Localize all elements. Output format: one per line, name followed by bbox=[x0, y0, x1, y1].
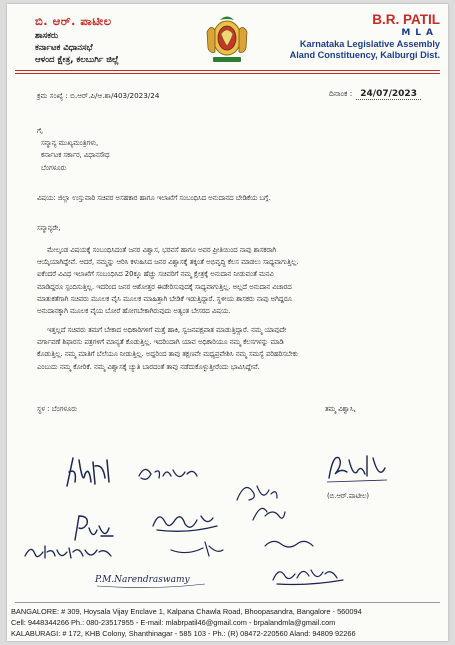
date-row bbox=[329, 89, 421, 99]
co-signature bbox=[167, 536, 227, 562]
co-signature bbox=[61, 452, 117, 494]
footer-bangalore-address: BANGALORE: # 309, Hoysala Vijay Enclave 1, Kalpana Chawla Road, Bhoopasandra, Bangalore - 560094 bbox=[11, 607, 362, 616]
kannada-role: ಶಾಸಕರು bbox=[35, 31, 59, 41]
header-rule-thin bbox=[15, 73, 440, 74]
kannada-constituency: ಆಳಂದ ಕ್ಷೇತ್ರ, ಕಲಬುರ್ಗಿ ಜಿಲ್ಲೆ bbox=[35, 55, 119, 65]
co-signature bbox=[21, 540, 117, 564]
footer-rule bbox=[15, 602, 440, 603]
reference-number: ಕ್ರಮ ಸಂಖ್ಯೆ : ಬಿ.ಆರ್.ಪಿ/ಆ.ಶಾ/403/2023/24 bbox=[37, 91, 160, 100]
salutation: ಸನ್ಮಾನ್ಯರೇ, bbox=[37, 224, 61, 232]
co-signature bbox=[135, 458, 201, 488]
yours-faithfully: ತಮ್ಮ ವಿಶ್ವಾಸಿ, bbox=[325, 405, 356, 413]
letterhead-english bbox=[250, 12, 440, 60]
body-line: ಎಂಬುದು ನಮ್ಮ ಕೋರಿಕೆ. ನಮ್ಮ ವಿಶ್ವಾಸಕ್ಕೆ ಚ್ಯುತಿ ಬಾರದಂತೆ ತಾವು ನಡೆದುಕೊಳ್ಳುತ್ತೀರೆಂದು ಭಾವಿಸಿದ್ದೇವೆ. bbox=[37, 362, 260, 371]
date-label: ದಿನಾಂಕ : bbox=[329, 89, 353, 98]
letter-page bbox=[7, 4, 448, 641]
address-line1: ಸನ್ಮಾನ್ಯ ಮುಖ್ಯಮಂತ್ರಿಗಳು, bbox=[41, 139, 99, 148]
address-line2: ಕರ್ನಾಟಕ ಸರ್ಕಾರ, ವಿಧಾನಸೌಧ bbox=[41, 151, 110, 160]
address-to: ಗೆ, bbox=[37, 127, 44, 135]
main-signature bbox=[323, 446, 393, 486]
header-rule bbox=[15, 70, 440, 71]
english-name: B.R. PATIL bbox=[372, 12, 440, 27]
body-line: ಆಯ್ಕೆಯಾಗಿದ್ದೇವೆ. ಆದರೆ, ನಮ್ಮನ್ನು ಆರಿಸಿ ಕಳುಹಿಸಿದ ಜನರ ವಿಶ್ವಾಸಕ್ಕೆ ತಕ್ಕಂತೆ ಅಭಿವೃದ್ಧಿ ಕೆಲಸ ಮಾಡಲು ಸಾಧ್ಯವಾಗುತ್ತಿಲ್ಲ. bbox=[37, 258, 299, 267]
address-line3: ಬೆಂಗಳೂರು bbox=[41, 163, 67, 172]
kannada-name: ಬಿ. ಆರ್. ಪಾಟೀಲ bbox=[35, 14, 112, 28]
date-value: 24/07/2023 bbox=[356, 89, 421, 100]
recipient-address bbox=[37, 125, 109, 174]
co-signature bbox=[261, 534, 321, 560]
body-line: ಇತ್ತಲ್ಲದೆ ಸಚಿವರು ತಮಗೆ ಬೇಕಾದ ಅಧಿಕಾರಿಗಳಿಗೆ ಮತ್ತೆ ಹಾಕಿ, ಸ್ವಜನಪಕ್ಷಪಾತ ಮಾಡುತ್ತಿದ್ದಾರೆ. ನಮ್ಮ ಯಾವುದೇ bbox=[47, 326, 287, 334]
body-paragraph-1 bbox=[37, 244, 423, 317]
co-signature bbox=[269, 560, 349, 588]
narendraswamy-signature-text: P.M.Narendraswamy bbox=[95, 575, 190, 585]
body-paragraph-2 bbox=[37, 324, 423, 373]
co-signature bbox=[247, 498, 291, 528]
place-label: ಸ್ಥಳ : ಬೆಂಗಳೂರು bbox=[37, 405, 77, 413]
english-assembly: Karnataka Legislative Assembly bbox=[299, 39, 440, 49]
body-line: ಅನುದಾನಕ್ಕಾಗಿ ಮೂಲಕ ವೈಯ ಬೋರೆ ಹೋಗಬೇಕಾಗಿರುವುದು ಅತ್ಯಂತ ಬೇಸರದ ವಿಷಯ. bbox=[37, 307, 231, 316]
signatory-name: (ಬಿ.ಆರ್.ಪಾಟೀಲ) bbox=[327, 492, 370, 500]
kannada-assembly: ಕರ್ನಾಟಕ ವಿಧಾನಸಭೆ bbox=[35, 43, 93, 53]
body-line: ಮೇಲ್ಕಂಡ ವಿಷಯಕ್ಕೆ ಸಂಬಂಧಿಸಿದಂತೆ ಜನರ ವಿಶ್ವಾಸ, ಭರವಸೆ ಹಾಗೂ ಅವರ ಪ್ರೀತಿಯಿಂದ ನಾವು ಶಾಸಕರಾಗಿ bbox=[47, 246, 277, 254]
co-signature bbox=[147, 506, 223, 536]
body-line: ಕೊಡುತ್ತಿಲ್ಲ. ನಮ್ಮ ಮಾತಿಗೆ ಬೆಲೆಯೂ ನೀಡುತ್ತಿಲ್ಲ. ಅದ್ದರಿಂದ ತಾವು ತಕ್ಷಣವೇ ಮಧ್ಯಪ್ರವೇಶಿಸಿ ನಮ್ಮ ಸಮಸ್ಯೆ ಪರಿಹರಿಸಬೇಕು bbox=[37, 350, 298, 359]
body-line: ಮಾಡಿದ್ದರೂ ಸ್ಪಂದಿಸುತ್ತಿಲ್ಲ. ಇದರಿಂದ ಜನರ ಆಶೋತ್ತರ ಈಡೇರಿಸುವುದಕ್ಕೆ ಸಾಧ್ಯವಾಗುತ್ತಿಲ್ಲ. ಅಲ್ಲದೆ ಅನುದಾನ ವಿಚಾರದ bbox=[37, 282, 292, 291]
karnataka-emblem-icon bbox=[203, 12, 251, 66]
footer-contact: Cell: 9448344266 Ph.: 080-23517955 - E-mail: mlabrpatil46@gmail.com - brpalandmla@gmail.com bbox=[11, 618, 336, 627]
footer-kalaburagi-address: KALABURAGI: # 172, KHB Colony, Shanthinagar - 585 103 - Ph.: (R) 08472-220560 Aland: 94809 92266 bbox=[11, 629, 356, 638]
english-constituency: Aland Constituency, Kalburgi Dist. bbox=[289, 50, 440, 60]
body-line: ವರ್ಗಾವಣೆ ಶಿಫಾರಸು ಪತ್ರಗಳಿಗೆ ಮಾನ್ಯತೆ ಕೊಡುತ್ತಿಲ್ಲ. ಇದರಿಂದಾಗಿ ಯಾವ ಅಧಿಕಾರಿಯೂ ನಮ್ಮ ಕೆಲಸಗಳನ್ನು ಮಾಡಿ bbox=[37, 338, 284, 347]
body-line: ಮಾತುಕತೆಗಾಗಿ ಸಚಿವರು ಮೂಲಕ ವೈಸಿ ಮೂಲಕ ಮಾಹಿತ್ತಾಗಿ ಬೇಡಿಕೆ ಇಡುತ್ತಿದ್ದಾರೆ. ಸ್ಥಳೀಯ ಶಾಸಕರು ನಾವು ಅಗಿದ್ದರೂ bbox=[37, 294, 292, 303]
letterhead-kannada bbox=[35, 14, 195, 65]
body-line: ಐಕೆಂದರೆ ವಿವಿಧ ಇಲಾಖೆಗೆ ಸಂಬಂಧಿಸಿದ 20ಕ್ಕೂ ಹೆಚ್ಚು ಸಚಿವರಿಗೆ ನಮ್ಮ ಕ್ಷೇತ್ರಕ್ಕೆ ಅನುದಾನ ನೀಡುವಂತೆ ಮನವಿ bbox=[37, 270, 274, 279]
subject-line: ವಿಷಯ: ಜಿಲ್ಲಾ ಉಸ್ತುವಾರಿ ಸಚಿವರ ಅಸಹಕಾರ ಹಾಗೂ ಇಲಾಖೆಗೆ ಸಂಬಂಧಿಸಿದ ಅನುದಾನದ ಬೇಡಿಕೆಯ ಬಗ್ಗೆ. bbox=[37, 194, 271, 202]
english-role: MLA bbox=[401, 28, 438, 38]
co-signature-narendraswamy bbox=[93, 566, 209, 590]
